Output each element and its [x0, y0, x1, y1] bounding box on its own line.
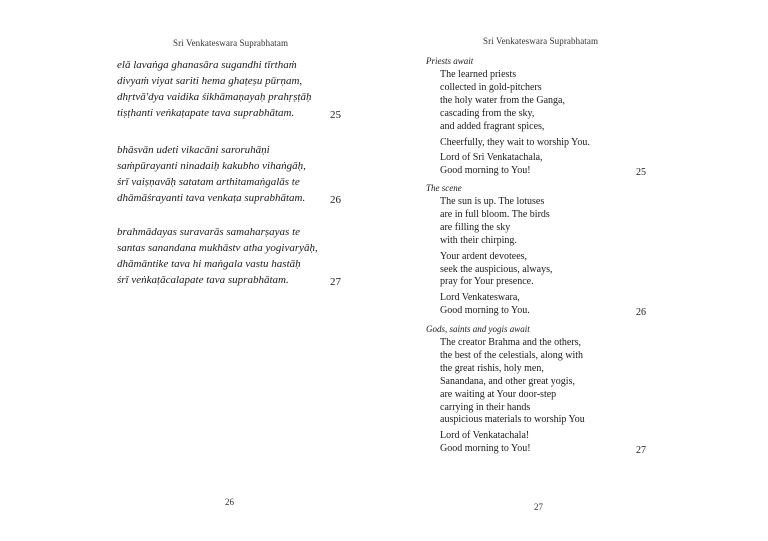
verse-line: śrī veṅkaṭācalapate tava suprabhātam.	[117, 274, 289, 286]
text-line: Good morning to You!	[440, 165, 531, 177]
stanza	[440, 337, 716, 427]
text-line: pray for Your presence.	[440, 276, 534, 288]
stanza	[440, 292, 716, 318]
running-head: Sri Venkateswara Suprabhatam	[483, 36, 599, 46]
verse-line: dhāmāśrayanti tava venkaṭa suprabhātam.	[117, 192, 306, 204]
section-title: The scene	[426, 183, 462, 193]
text-line: carrying in their hands	[440, 401, 531, 413]
text-line: Good morning to You!	[440, 443, 531, 455]
text-line: Lord of Venkatachala!	[440, 430, 530, 442]
section-title: Gods, saints and yogis await	[426, 324, 530, 334]
stanza	[440, 251, 716, 290]
verse-line: santas sanandana mukhāstv atha yogivaryāḥ,	[117, 242, 318, 254]
section-gods-saints-yogis	[426, 323, 716, 456]
sanskrit-verse-25	[117, 57, 347, 121]
text-line: are in full bloom. The birds	[440, 208, 550, 220]
verse-number: 27	[330, 276, 341, 288]
text-line: the great rishis, holy men,	[440, 362, 544, 374]
stanza	[440, 152, 716, 178]
text-line: seek the auspicious, always,	[440, 263, 553, 275]
text-line: with their chirping.	[440, 234, 517, 246]
text-line: Cheerfully, they wait to worship You.	[440, 136, 590, 148]
page-number: 27	[534, 502, 543, 512]
verse-line: tiṣṭhanti veṅkaṭapate tava suprabhātam.	[117, 107, 295, 119]
stanza	[440, 430, 716, 456]
text-line: auspicious materials to worship You	[440, 414, 585, 426]
text-line: The learned priests	[440, 69, 517, 80]
verse-number: 25	[330, 109, 341, 121]
text-line: Good morning to You.	[440, 305, 530, 317]
text-line: are waiting at Your door-step	[440, 388, 557, 400]
right-page	[384, 0, 768, 541]
text-line: cascading from the sky,	[440, 107, 535, 119]
text-line: collected in gold-pitchers	[440, 81, 542, 93]
verse-line: divyaṁ viyat sariti hema ghaṭeṣu pūrṇam,	[117, 75, 303, 87]
text-line: The sun is up. The lotuses	[440, 196, 545, 207]
text-line: the best of the celestials, along with	[440, 349, 584, 361]
stanza	[440, 196, 716, 248]
text-line: Your ardent devotees,	[440, 250, 528, 262]
page-number: 26	[225, 497, 234, 507]
text-line: Lord of Sri Venkatachala,	[440, 152, 543, 164]
section-priests-await	[426, 55, 716, 178]
stanza	[440, 69, 716, 134]
verse-number: 26	[330, 194, 341, 206]
verse-line: bhāsvān udeti vikacāni saroruhāṇi	[117, 144, 270, 156]
section-the-scene	[426, 182, 716, 318]
verse-number: 27	[636, 445, 646, 457]
text-line: the holy water from the Ganga,	[440, 94, 565, 106]
running-head: Sri Venkateswara Suprabhatam	[173, 38, 289, 48]
text-line: and added fragrant spices,	[440, 120, 545, 132]
verse-line: dhāmāntike tava hi maṅgala vastu hastāḥ	[117, 258, 301, 270]
verse-number: 25	[636, 167, 646, 179]
verse-line: brahmādayas suravarās samaharṣayas te	[117, 226, 301, 238]
text-line: Sanandana, and other great yogis,	[440, 375, 575, 387]
verse-number: 26	[636, 307, 646, 319]
section-title: Priests await	[426, 56, 474, 66]
sanskrit-verse-26	[117, 142, 347, 206]
sanskrit-verse-27	[117, 224, 347, 288]
verse-line: saṁpūrayanti ninadaiḥ kakubho vihaṅgāḥ,	[117, 160, 306, 172]
verse-line: śrī vaiṣṇavāḥ satatam arthitamaṅgalās te	[117, 176, 300, 188]
text-line: Lord Venkateswara,	[440, 292, 520, 304]
text-line: are filling the sky	[440, 221, 511, 233]
verse-line: dhṛtvā'dya vaidika śikhāmaṇayaḥ prahṛṣṭāḥ	[117, 91, 312, 103]
stanza	[440, 137, 716, 150]
text-line: The creator Brahma and the others,	[440, 337, 582, 348]
verse-line: elā lavaṅga ghanasāra sugandhi tīrthaṁ	[117, 59, 297, 71]
